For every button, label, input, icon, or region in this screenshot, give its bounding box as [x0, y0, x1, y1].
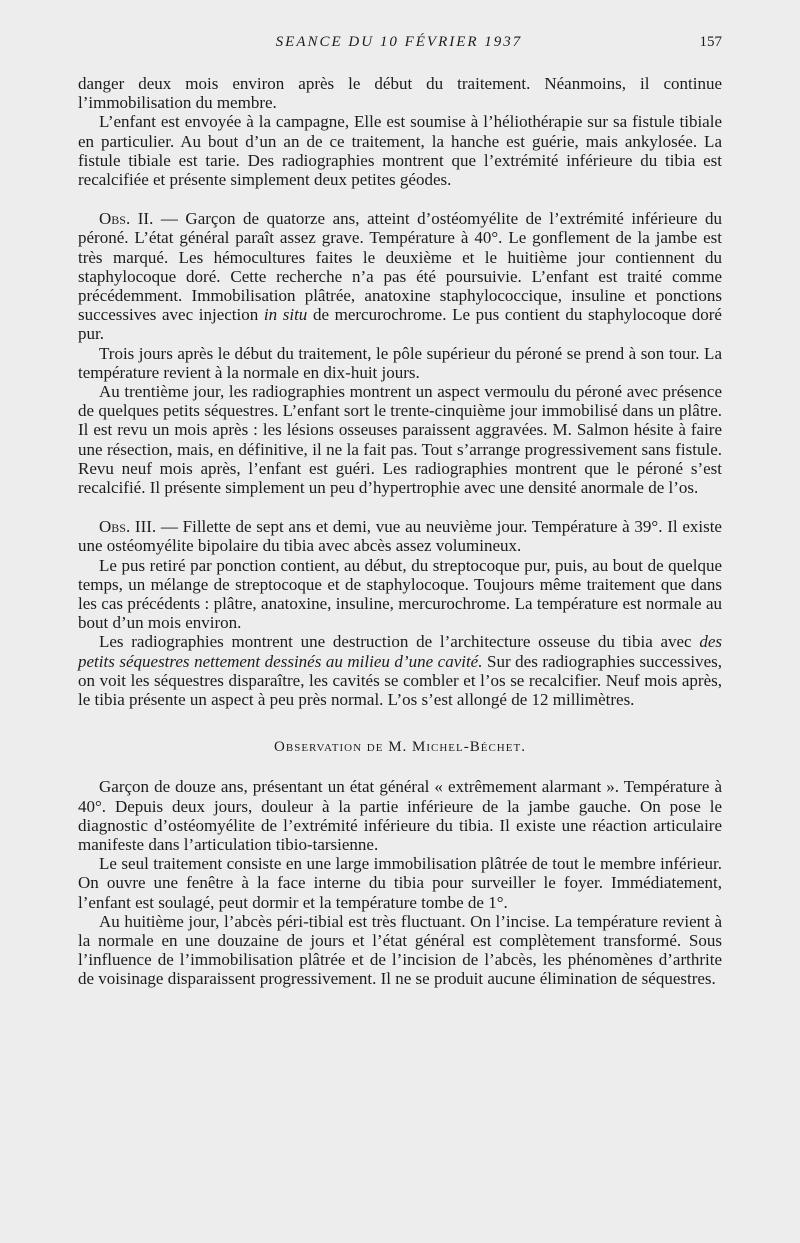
running-title: SEANCE DU 10 FÉVRIER 1937 [275, 34, 523, 50]
section-title: Observation de M. Michel-Béchet. [274, 739, 526, 756]
page-body [78, 74, 722, 989]
page-number: 157 [699, 34, 722, 50]
paragraph: Le seul traitement consiste en une large immobilisation plâtrée de tout le membre inférieur. On ouvre une fenêtre à la face interne du tibia pour surveiller le foyer. Immédiatement, l’enfant est soulagé, peut dormir et la température tombe de 1°. [78, 854, 722, 912]
paragraph: Au huitième jour, l’abcès péri-tibial est très fluctuant. On l’incise. La température revient à la normale en une douzaine de jours et l’état général est complètement transformé. Sous l’influence de l’immobilisation plâtrée et de l’incision de l’abcès, les phénomènes d’arthrite de voisinage disparaissent progressivement. Il ne se produit aucune élimination de séquestres. [78, 911, 722, 989]
page-header [76, 34, 722, 56]
obs-label: Obs. II. [99, 209, 154, 229]
paragraph: Le pus retiré par ponction contient, au début, du streptocoque pur, puis, au bout de quelque temps, un mélange de streptocoque et de staphylocoque. Toujours même traitement que dans les cas précédents : plâtre, anatoxine, insuline, mercurochrome. La température est normale au bout d’un mois environ. [78, 555, 722, 633]
paragraph: Garçon de douze ans, présentant un état général « extrêmement alarmant ». Température à 40°. Depuis deux jours, douleur à la partie inférieure de la jambe gauche. On pose le diagnostic d’ostéomyélite de l’extrémité inférieure du tibia. Il existe une réaction articulaire manifeste dans l’articulation tibio-tarsienne. [78, 777, 722, 854]
paragraph-obs-3: Obs. III. — Fillette de sept ans et demi, vue au neuvième jour. Température à 39°. Il existe une ostéomyélite bipolaire du tibia avec abcès assez volumineux. [78, 517, 722, 556]
paragraph: L’enfant est envoyée à la campagne, Elle est soumise à l’héliothérapie sur sa fistule tibiale en particulier. Au bout d’un an de ce traitement, la hanche est guérie, mais ankylosée. La fistule tibiale est tarie. Des radiographies montrent que l’extrémité inférieure du tibia est recalcifiée et présente simplement deux petites géodes. [78, 112, 722, 190]
paragraph: Au trentième jour, les radiographies montrent un aspect vermoulu du péroné avec présence de quelques petits séquestres. L’enfant sort le trente-cinquième jour immobilisé dans un plâtre. Il est revu un mois après : les lésions osseuses paraissent aggravées. M. Salmon hésite à faire une résection, mais, en définitive, il ne la fait pas. Tout s’arrange progressivement sans fistule. Revu neuf mois après, l’enfant est guéri. Les radiographies montrent que le péroné s’est recalcifié. Il présente simplement un peu d’hypertrophie avec une densité anormale de l’os. [78, 382, 722, 498]
paragraph-continuation: danger deux mois environ après le début du traitement. Néanmoins, il continue l’immobilisation du membre. [78, 74, 722, 113]
paragraph-obs-2: Obs. II. — Garçon de quatorze ans, atteint d’ostéomyélite de l’extrémité inférieure du péroné. L’état général paraît assez grave. Température à 40°. Le gonflement de la jambe est très marqué. Les hémocultures faites le deuxième et le huitième jour contiennent du staphylocoque doré. Cette recherche n’a pas été poursuivie. L’enfant est traité comme précédemment. Immobilisation plâtrée, anatoxine staphylococcique, insuline et ponctions successives avec injection in situ de mercurochrome. Le pus contient du staphylocoque doré pur. [78, 209, 722, 344]
obs-label: Obs. III. [99, 517, 157, 537]
paragraph: Trois jours après le début du traitement, le pôle supérieur du péroné se prend à son tour. La température revient à la normale en dix-huit jours. [78, 343, 722, 382]
paragraph: Les radiographies montrent une destruction de l’architecture osseuse du tibia avec des petits séquestres nettement dessinés au milieu d’une cavité. Sur des radiographies successives, on voit les séquestres disparaître, les cavités se combler et l’os se recalcifier. Neuf mois après, le tibia présente un aspect à peu près normal. L’os s’est allongé de 12 millimètres. [78, 632, 723, 710]
